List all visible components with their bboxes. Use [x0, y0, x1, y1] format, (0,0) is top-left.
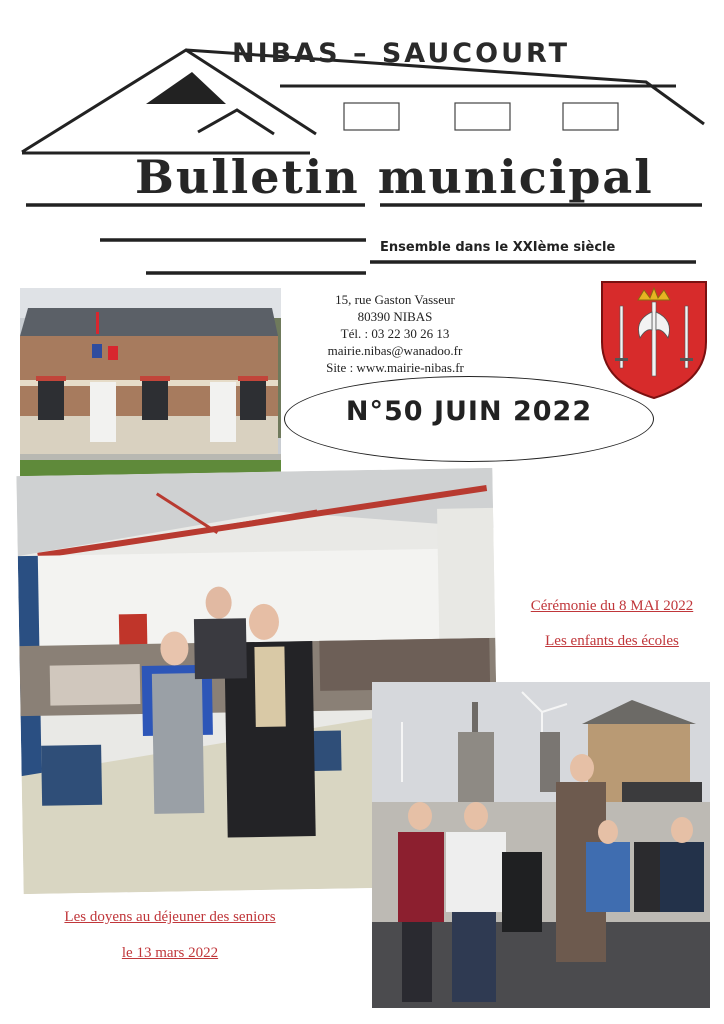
ceremony-photo [372, 682, 710, 1008]
seniors-caption-line1: Les doyens au déjeuner des seniors [64, 909, 276, 925]
seniors-caption-line2: le 13 mars 2022 [121, 945, 219, 961]
tagline: Ensemble dans le XXIème siècle [380, 240, 616, 255]
contact-email: mairie.nibas@wanadoo.fr [327, 343, 463, 358]
town-hall-photo [20, 288, 281, 494]
contact-address: 15, rue Gaston Vasseur [335, 292, 455, 307]
contact-phone: Tél. : 03 22 30 26 13 [340, 326, 450, 341]
ceremony-caption-line2: Les enfants des écoles [545, 633, 679, 649]
contact-block [300, 291, 490, 376]
coat-of-arms-icon [598, 278, 710, 402]
contact-postcode: 80390 NIBAS [357, 309, 433, 324]
town-name: NIBAS – SAUCOURT [232, 38, 570, 69]
bulletin-title: Bulletin municipal [135, 150, 654, 204]
contact-site: Site : www.mairie-nibas.fr [326, 360, 464, 375]
ceremony-caption-line1: Cérémonie du 8 MAI 2022 [530, 598, 694, 614]
issue-number: N°50 JUIN 2022 [345, 396, 593, 427]
